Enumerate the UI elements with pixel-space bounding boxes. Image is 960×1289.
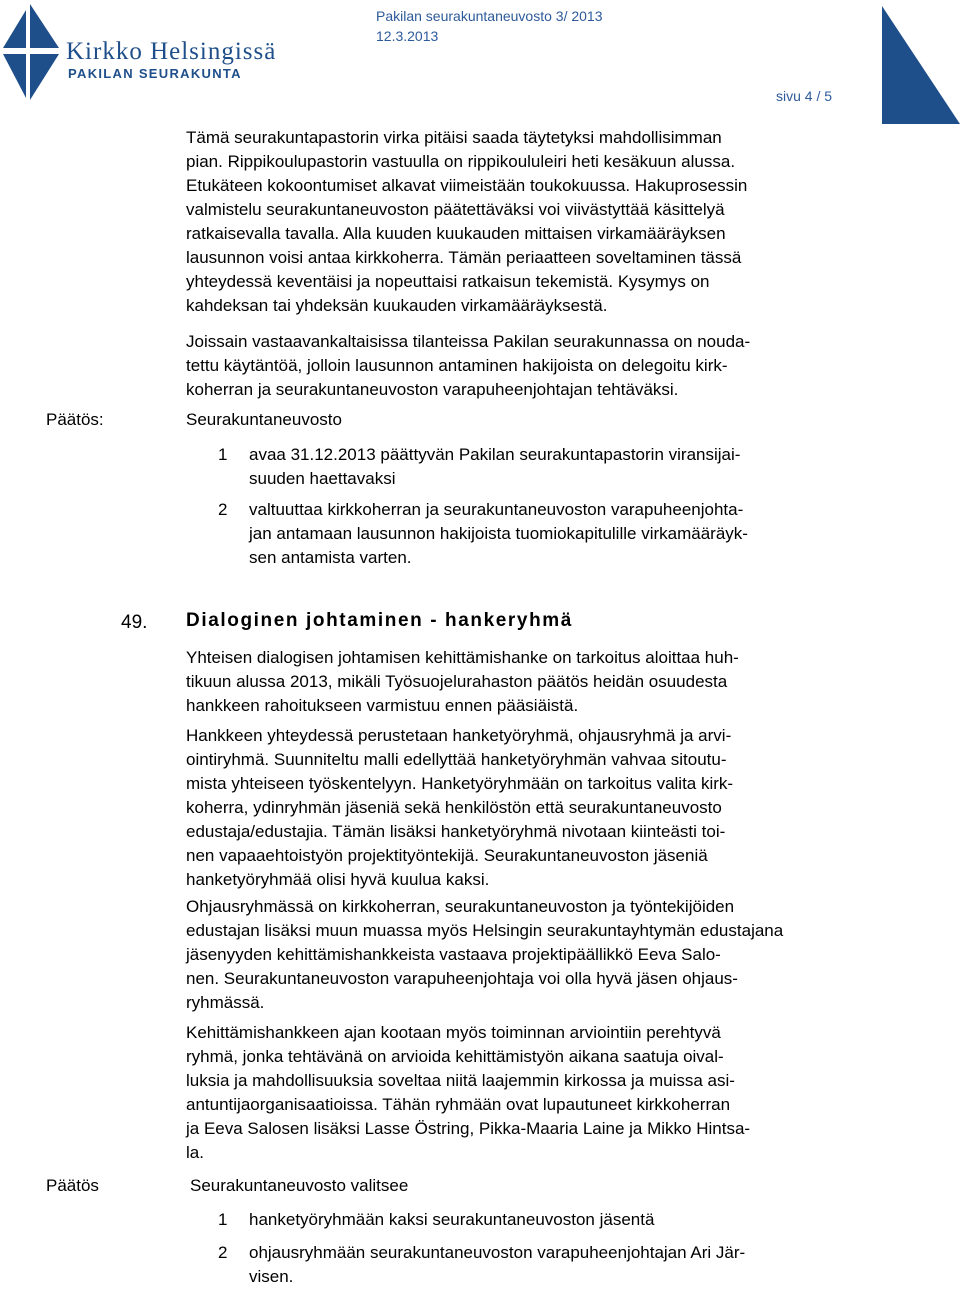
document-date: 12.3.2013 (376, 28, 439, 44)
decision-number: 2 (218, 1243, 228, 1262)
corner-triangle-icon (874, 0, 960, 124)
decision-item: hanketyöryhmään kaksi seurakuntaneuvoston jäsentä (249, 1210, 655, 1229)
decision-item: ohjausryhmään seurakuntaneuvoston varapuheenjohtajan Ari Jär- visen. (249, 1243, 746, 1286)
decision-item: avaa 31.12.2013 päättyvän Pakilan seurakuntapastorin viransijai- suuden haettavaksi (249, 445, 741, 488)
paragraph-project: Yhteisen dialogisen johtamisen kehittämishanke on tarkoitus aloittaa huh- tikuun alussa 2013, mikäli Työsuojelurahaston päätös heidän osuudesta hankkeen rahoitukseen varmistuu ennen pääsiäistä. (186, 648, 739, 715)
paragraph-working-group: Hankkeen yhteydessä perustetaan hanketyöryhmä, ohjausryhmä ja arvi- ointiryhmä. Suunniteltu malli edellyttää hanketyöryhmän vahvaa sitoutu- mista yhteiseen työskentelyyn. Hanketyöryhmään on tarkoitus valita kirk- koherra, ydinryhmän jäseniä sekä henkilöstön että seurakuntaneuvosto edustaja/edustajia. Tämän lisäksi hanketyöryhmä nivotaan kiinteästi toi- nen vapaaehtoistyön projektityöntekijä. Seurakuntaneuvoston jäseniä hanketyöryhmää olisi hyvä kuulua kaksi. (186, 726, 734, 889)
paragraph-evaluation-group: Kehittämishankkeen ajan kootaan myös toiminnan arviointiin perehtyvä ryhmä, jonka tehtävänä on arvioida kehittämistyön aikana saatuja oival- luksia ja mahdollisuuksia soveltaa niitä laajemmin kirkossa ja muissa asi- antuntijaorganisaatioissa. Tähän ryhmään ovat lupautuneet kirkkoherran ja Eeva Salosen lisäksi Lasse Östring, Pikka-Maaria Laine ja Mikko Hintsa- la. (186, 1023, 751, 1162)
document-title: Pakilan seurakuntaneuvosto 3/ 2013 (376, 8, 603, 24)
church-logo-icon (0, 0, 64, 104)
paragraph-precedent: Joissain vastaavankaltaisissa tilanteissa Pakilan seurakunnassa on nouda- tettu käytäntöä, jolloin lausunnon antaminen hakijoista on delegoitu kirk- koherran ja seurakuntaneuvoston varapuheenjohtajan tehtäväksi. (186, 332, 751, 399)
decision-item: valtuuttaa kirkkoherran ja seurakuntaneuvoston varapuheenjohta- jan antamaan lausunnon hakijoista tuomiokapitulille virkamääräyk- sen antamista varten. (249, 500, 748, 567)
decision-number: 1 (218, 445, 228, 464)
paragraph-vacancy: Tämä seurakuntapastorin virka pitäisi saada täytetyksi mahdollisimman pian. Rippikoulupastorin vastuulla on rippikoululeiri heti kesäkuun alussa. Etukäteen kokoontumiset alkavat viimeistään toukokuussa. Hakuprosessin valmistelu seurakuntaneuvoston päätettäväksi voi viivästyttää käsittelyä ratkaisevalla tavalla. Alla kuuden kuukauden mittaisen virkamääräyksen lausunnon voisi antaa kirkkoherra. Tämän periaatteen soveltaminen tässä yhteydessä keventäisi ja nopeuttaisi ratkaisun tekemistä. Kysymys on kahdeksan tai yhdeksän kuukauden virkamääräyksestä. (186, 128, 748, 315)
org-subtitle: PAKILAN SEURAKUNTA (68, 66, 242, 81)
section-title: Dialoginen johtaminen - hankeryhmä (186, 610, 573, 631)
decision-label: Päätös: (46, 410, 104, 429)
page-number: sivu 4 / 5 (776, 88, 833, 104)
decision-number: 2 (218, 500, 228, 519)
decision-subject: Seurakuntaneuvosto valitsee (190, 1176, 409, 1195)
org-title: Kirkko Helsingissä (66, 38, 277, 65)
decision-label: Päätös (46, 1176, 99, 1195)
decision-subject: Seurakuntaneuvosto (186, 410, 342, 429)
section-number: 49. (121, 612, 148, 633)
decision-number: 1 (218, 1210, 228, 1229)
paragraph-steering-group: Ohjausryhmässä on kirkkoherran, seurakuntaneuvoston ja työntekijöiden edustajan lisäksi muun muassa myös Helsingin seurakuntayhtymän edustajana jäsenyyden kehittämishankkeista vastaava projektipäällikkö Eeva Salo- nen. Seurakuntaneuvoston varapuheenjohtaja voi olla hyvä jäsen ohjaus- ryhmässä. (186, 897, 784, 1012)
